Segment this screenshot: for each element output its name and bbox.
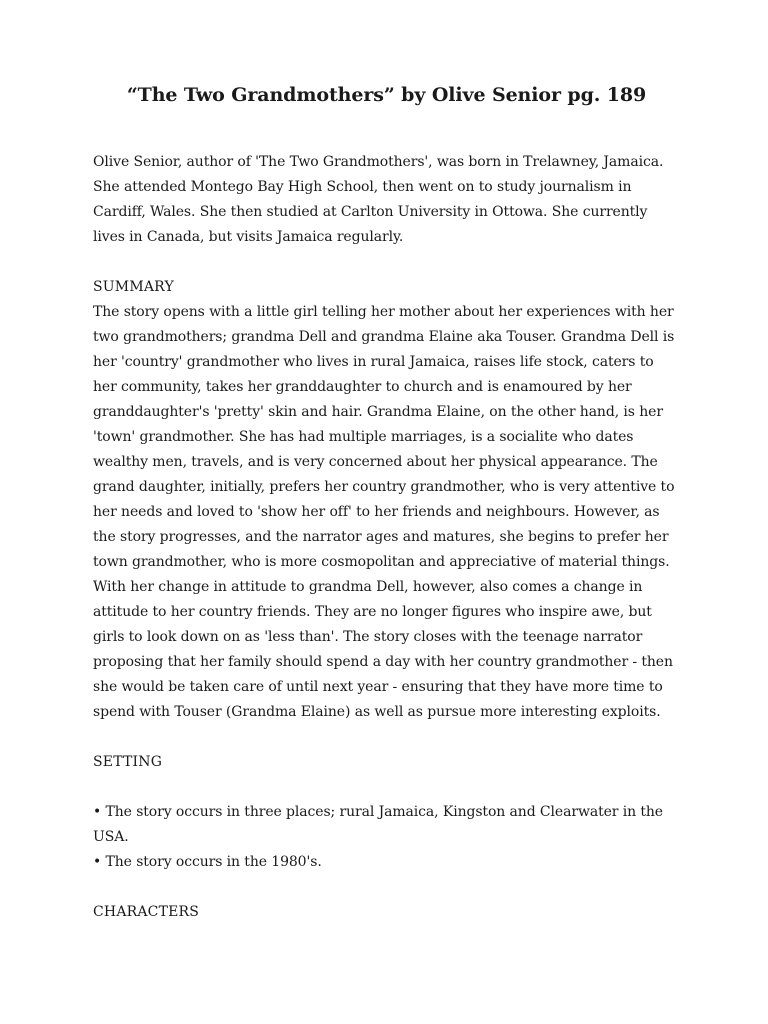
- spacer: [93, 775, 680, 800]
- setting-heading: SETTING: [93, 754, 163, 770]
- summary-heading: SUMMARY: [93, 279, 174, 295]
- setting-bullet-time: • The story occurs in the 1980's.: [93, 854, 322, 870]
- intro-paragraph: Olive Senior, author of 'The Two Grandmothers', was born in Trelawney, Jamaica. She attended Montego Bay High School, then went on to study journalism in Cardiff, Wales. She then studied at Carlton University in Ottowa. She currently lives in Canada, but visits Jamaica regularly.: [93, 154, 664, 245]
- setting-bullet-places: • The story occurs in three places; rural Jamaica, Kingston and Clearwater in the USA.: [93, 804, 663, 845]
- summary-paragraph: The story opens with a little girl telling her mother about her experiences with her two grandmothers; grandma Dell and grandma Elaine aka Touser. Grandma Dell is her 'country' grandmother who lives in rural Jamaica, raises life stock, caters to her community, takes her granddaughter to church and is enamoured by her granddaughter's 'pretty' skin and hair. Grandma Elaine, on the other hand, is her 'town' grandmother. She has had multiple marriages, is a socialite who dates wealthy men, travels, and is very concerned about her physical appearance. The grand daughter, initially, prefers her country grandmother, who is very attentive to her needs and loved to 'show her off' to her friends and neighbours. However, as the story progresses, and the narrator ages and matures, she begins to prefer her town grandmother, who is more cosmopolitan and appreciative of material things. With her change in attitude to grandma Dell, however, also comes a change in attitude to her country friends. They are no longer figures who inspire awe, but girls to look down on as 'less than'. The story closes with the teenage narrator proposing that her family should spend a day with her country grandmother - then she would be taken care of until next year - ensuring that they have more time to spend with Touser (Grandma Elaine) as well as pursue more interesting exploits.: [93, 304, 675, 720]
- spacer: [93, 250, 680, 275]
- characters-heading: CHARACTERS: [93, 904, 200, 920]
- spacer: [93, 725, 680, 750]
- spacer: [93, 875, 680, 900]
- page-title: “The Two Grandmothers” by Olive Senior pg. 189: [126, 84, 647, 106]
